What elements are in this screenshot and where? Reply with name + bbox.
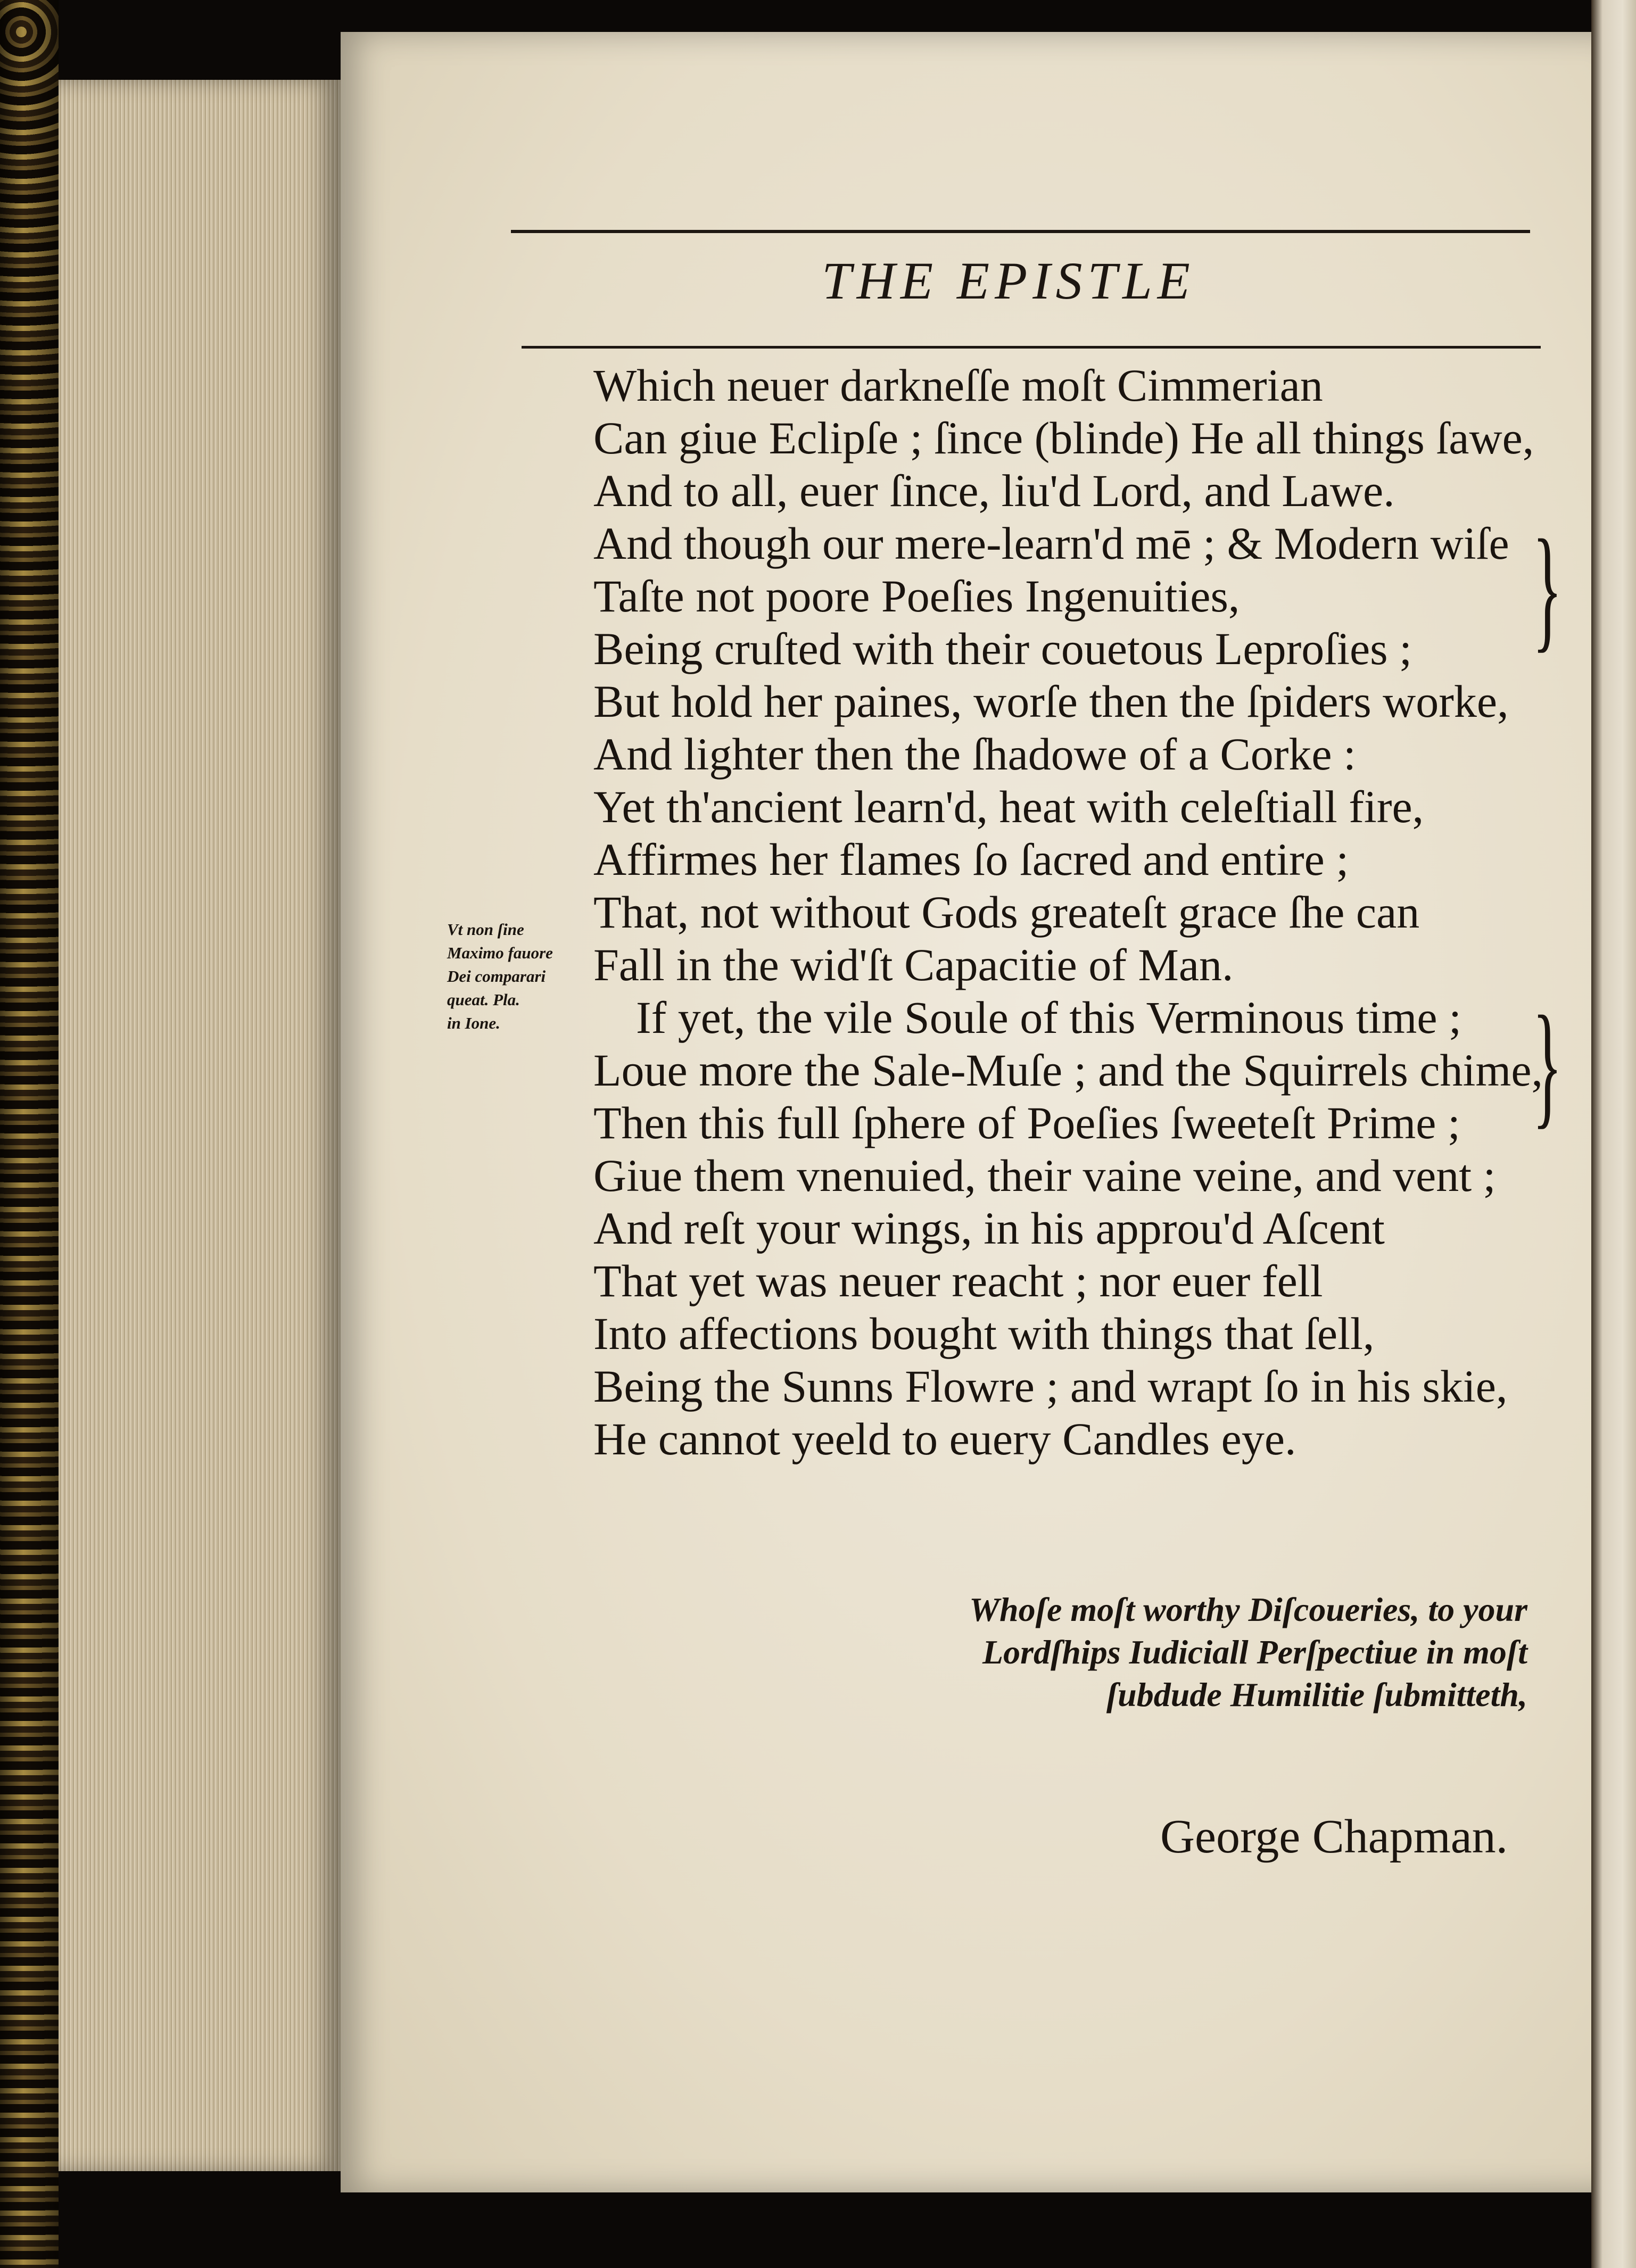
poem-line: Loue more the Sale-Muſe ; and the Squirrels chime, bbox=[593, 1045, 1543, 1096]
header-rule-bottom bbox=[522, 346, 1541, 349]
marginal-note-line: Dei comparari bbox=[447, 967, 546, 986]
show-through-text bbox=[591, 1479, 1549, 1958]
poem-line: And to all, euer ſince, liu'd Lord, and Lawe. bbox=[593, 465, 1395, 516]
book-cover-binding bbox=[0, 0, 59, 2268]
page-title: THE EPISTLE bbox=[822, 251, 1195, 310]
poem-line: Giue them vnenuied, their vaine veine, and vent ; bbox=[593, 1150, 1496, 1201]
poem-line: He cannot yeeld to euery Candles eye. bbox=[593, 1413, 1296, 1464]
poem-line: If yet, the vile Soule of this Verminous time ; bbox=[636, 992, 1461, 1043]
right-brace-icon: } bbox=[1532, 988, 1563, 1141]
marginal-note bbox=[447, 918, 585, 1035]
poem-line: Yet th'ancient learn'd, heat with celeſtiall fire, bbox=[593, 781, 1424, 832]
poem-line: Into affections bought with things that ſell, bbox=[593, 1308, 1375, 1359]
poem-line: But hold her paines, worſe then the ſpiders worke, bbox=[593, 676, 1509, 727]
poem-line: Fall in the wid'ſt Capacitie of Man. bbox=[593, 939, 1234, 990]
poem-line: And though our mere-learn'd mē ; & Modern wiſe bbox=[593, 518, 1509, 569]
page-stack-edges bbox=[59, 80, 341, 2171]
poem-line: That yet was neuer reacht ; nor euer fell bbox=[593, 1255, 1323, 1306]
poem-line: Being cruſted with their couetous Leproſies ; bbox=[593, 623, 1412, 674]
poem-line: And reſt your wings, in his approu'd Aſcent bbox=[593, 1203, 1385, 1254]
author-signature: George Chapman. bbox=[1160, 1810, 1508, 1863]
poem-line: Can giue Eclipſe ; ſince (blinde) He all things ſawe, bbox=[593, 412, 1534, 463]
closing-line: Lordſhips Iudiciall Perſpectiue in moſt bbox=[982, 1633, 1527, 1671]
poem-line: Which neuer darkneſſe moſt Cimmerian bbox=[593, 360, 1323, 411]
header-rule-top bbox=[511, 230, 1530, 233]
poem-line: Affirmes her flames ſo ſacred and entire ; bbox=[593, 834, 1349, 885]
facing-page-text-fragment bbox=[1599, 1118, 1636, 1168]
marginal-note-line: Maximo fauore bbox=[447, 943, 553, 962]
poem-line: Taſte not poore Poeſies Ingenuities, bbox=[593, 570, 1240, 622]
poem-line: And lighter then the ſhadowe of a Corke : bbox=[593, 729, 1356, 780]
poem-line: That, not without Gods greateſt grace ſhe can bbox=[593, 887, 1420, 938]
poem-body bbox=[593, 359, 1583, 1466]
marginal-note-line: Vt non ſine bbox=[447, 920, 524, 939]
poem-line: Then this full ſphere of Poeſies ſweeteſt Prime ; bbox=[593, 1097, 1460, 1148]
marginal-note-line: in Ione. bbox=[447, 1014, 500, 1032]
poem-line: Being the Sunns Flowre ; and wrapt ſo in his skie, bbox=[593, 1361, 1508, 1412]
marginal-note-line: queat. Pla. bbox=[447, 990, 520, 1009]
right-brace-icon: } bbox=[1532, 511, 1563, 665]
closing-line: Whoſe moſt worthy Diſcoueries, to your bbox=[969, 1591, 1527, 1628]
closing-line: ſubdude Humilitie ſubmitteth, bbox=[1106, 1676, 1527, 1714]
dedication-closing bbox=[942, 1588, 1527, 1716]
